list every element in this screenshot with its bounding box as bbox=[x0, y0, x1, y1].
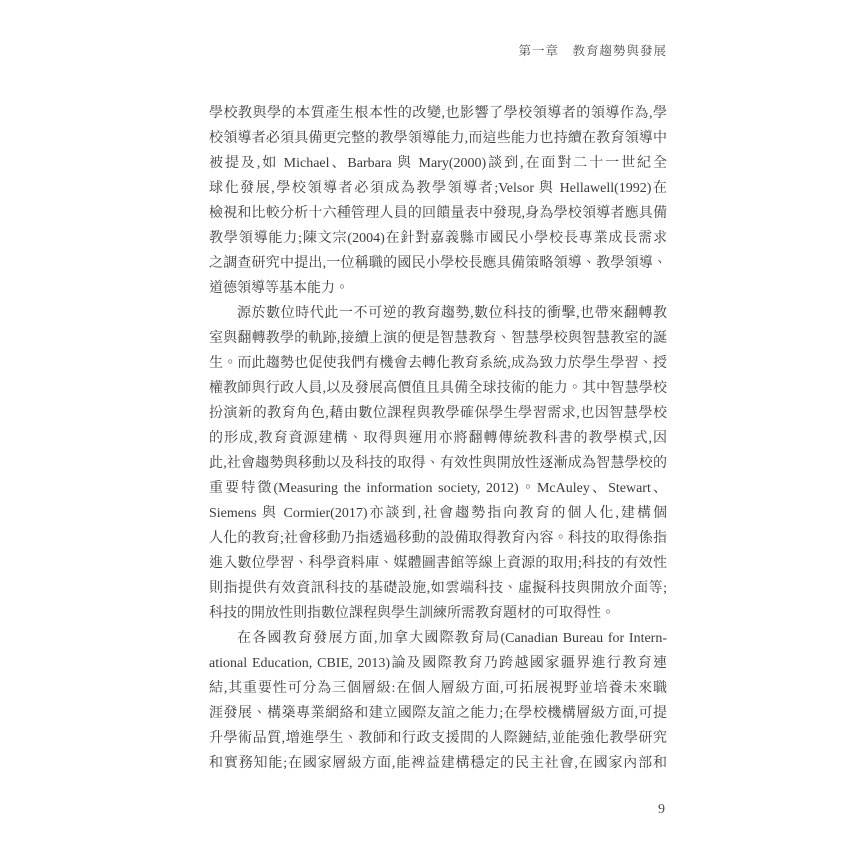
text-line: 則指提供有效資訊科技的基礎設施,如雲端科技、虛擬科技與開放介面等; bbox=[209, 581, 667, 596]
page-number: 9 bbox=[658, 802, 665, 817]
text-line: 此,社會趨勢與移動以及科技的取得、有效性與開放性逐漸成為智慧學校的 bbox=[209, 456, 667, 471]
text-line: 生。而此趨勢也促使我們有機會去轉化教育系統,成為致力於學生學習、授 bbox=[209, 356, 667, 371]
text-line: 結,其重要性可分為三個層級:在個人層級方面,可拓展視野並培養未來職 bbox=[209, 681, 667, 696]
text-line: 涯發展、構築專業網絡和建立國際友誼之能力;在學校機構層級方面,可提 bbox=[209, 706, 667, 721]
text-line: 室與翻轉教學的軌跡,接續上演的便是智慧教育、智慧學校與智慧教室的誕 bbox=[209, 331, 667, 346]
text-line: 球化發展,學校領導者必須成為教學領導者;Velsor 與 Hellawell(1992)在 bbox=[209, 181, 667, 196]
text-line: 在各國教育發展方面,加拿大國際教育局(Canadian Bureau for Intern- bbox=[237, 631, 667, 646]
chapter-running-head: 第一章 教育趨勢與發展 bbox=[518, 44, 667, 58]
text-line: Siemens 與 Cormier(2017)亦談到,社會趨勢指向教育的個人化,建構個 bbox=[209, 506, 667, 521]
text-line: 重要特徵(Measuring the information society, 2012)。McAuley、Stewart、 bbox=[209, 481, 667, 496]
text-line: 道德領導等基本能力。 bbox=[209, 281, 349, 296]
text-line: 人化的教育;社會移動乃指透過移動的設備取得教育內容。科技的取得係指 bbox=[209, 531, 667, 546]
text-line: 進入數位學習、科學資料庫、媒體圖書館等線上資源的取用;科技的有效性 bbox=[209, 556, 667, 571]
text-line: 之調查研究中提出,一位稱職的國民小學校長應具備策略領導、教學領導、 bbox=[209, 256, 667, 271]
text-line: ational Education, CBIE, 2013)論及國際教育乃跨越國家疆界進行教育連 bbox=[209, 656, 667, 671]
text-line: 學校教與學的本質產生根本性的改變,也影響了學校領導者的領導作為,學 bbox=[209, 106, 667, 121]
text-line: 權教師與行政人員,以及發展高價值且具備全球技術的能力。其中智慧學校 bbox=[209, 381, 667, 396]
text-line: 的形成,教育資源建構、取得與運用亦將翻轉傳統教科書的教學模式,因 bbox=[209, 431, 667, 446]
text-line: 科技的開放性則指數位課程與學生訓練所需教育題材的可取得性。 bbox=[209, 606, 615, 621]
text-line: 和實務知能;在國家層級方面,能裨益建構穩定的民主社會,在國家內部和 bbox=[209, 756, 667, 771]
text-line: 被提及,如 Michael、Barbara 與 Mary(2000)談到,在面對二十一世紀全 bbox=[209, 156, 667, 171]
text-line: 教學領導能力;陳文宗(2004)在針對嘉義縣市國民小學校長專業成長需求 bbox=[209, 231, 667, 246]
body-text bbox=[209, 101, 667, 776]
text-line: 升學術品質,增進學生、教師和行政支援間的人際鏈結,並能強化教學研究 bbox=[209, 731, 667, 746]
text-line: 源於數位時代此一不可逆的教育趨勢,數位科技的衝擊,也帶來翻轉教 bbox=[237, 306, 667, 321]
text-line: 扮演新的教育角色,藉由數位課程與教學確保學生學習需求,也因智慧學校 bbox=[209, 406, 667, 421]
text-line: 校領導者必須具備更完整的教學領導能力,而這些能力也持續在教育領導中 bbox=[209, 131, 667, 146]
text-line: 檢視和比較分析十六種管理人員的回饋量表中發現,身為學校領導者應具備 bbox=[209, 206, 667, 221]
